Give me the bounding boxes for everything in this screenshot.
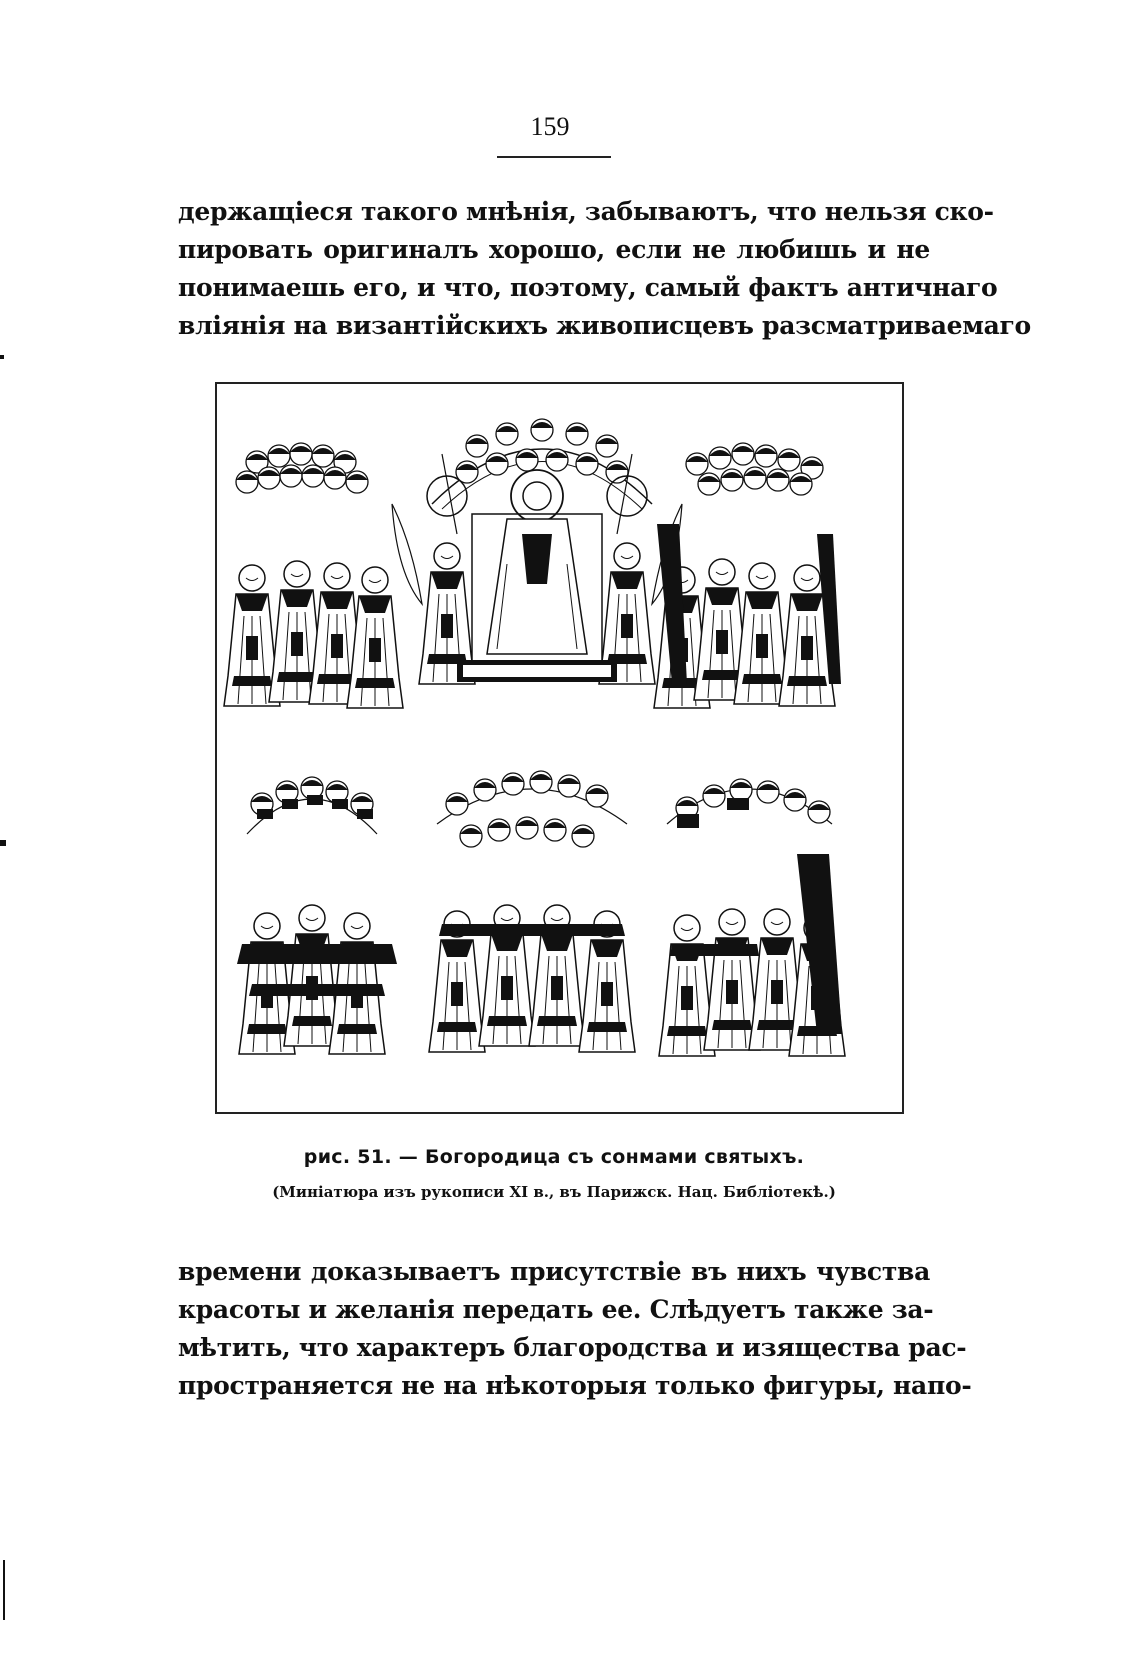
figure-subcaption: (Миніатюра изъ рукописи XI в., въ Парижск. Нац. Библіотекѣ.): [272, 1183, 836, 1201]
text-line: пространяется не на нѣкоторыя только фигуры, напо-: [178, 1371, 972, 1400]
text-line: понимаешь его, и что, поэтому, самый фактъ античнаго: [178, 273, 998, 302]
text-line: мѣтить, что характеръ благородства и изящества рас-: [178, 1333, 967, 1362]
text-line: вліянія на византійскихъ живописцевъ разсматриваемаго: [178, 311, 1031, 340]
scan-mark: [0, 355, 4, 359]
text-line: держащіеся такого мнѣнія, забываютъ, что нельзя ско-: [178, 197, 994, 226]
emperors-group-panel: [237, 777, 397, 1054]
text-line: пировать оригиналъ хорошо, если не любишь и не: [178, 235, 930, 264]
page-number: 159: [530, 112, 570, 141]
body-text-bottom: [178, 1253, 972, 1405]
body-text-top: [178, 193, 1031, 345]
bishops-group-panel: [224, 443, 403, 708]
holy-women-group-panel: [659, 779, 845, 1056]
text-line: красоты и желанія передать ее. Слѣдуетъ также за-: [178, 1295, 934, 1324]
virgin-enthroned-panel: [392, 419, 682, 684]
youths-group-panel: [429, 771, 635, 1052]
monks-group-panel: [654, 443, 841, 708]
text-line: времени доказываетъ присутствіе въ нихъ чувства: [178, 1257, 930, 1286]
figure-caption: рис. 51. — Богородица съ сонмами святыхъ.: [303, 1146, 805, 1168]
page-number-rule: [497, 156, 611, 158]
scan-mark: [3, 1560, 5, 1620]
figure-illustration: [215, 382, 904, 1114]
scan-mark: [0, 840, 6, 846]
